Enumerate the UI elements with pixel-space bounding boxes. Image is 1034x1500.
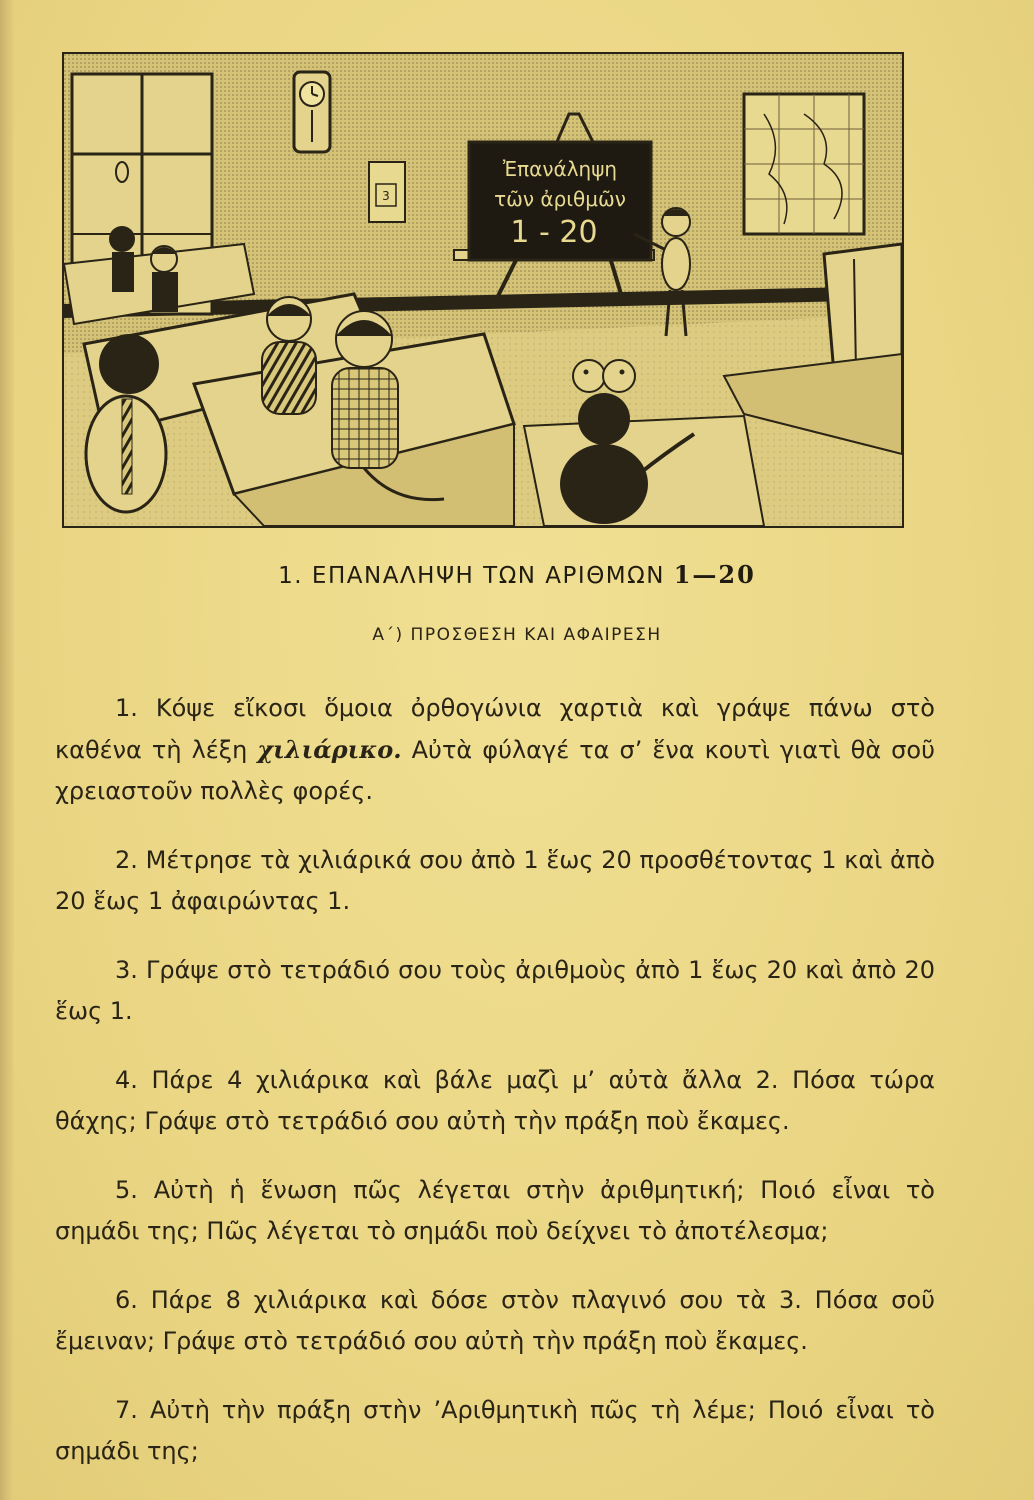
- exercise-3: [55, 950, 935, 1032]
- exercise-4: [55, 1060, 935, 1142]
- classroom-illustration: [62, 52, 904, 528]
- exercise-text: Μέτρησε τὰ χιλιάρικά σου ἀπὸ 1 ἕως 20 προσθέτοντας 1 καὶ ἀπὸ 20 ἕως 1 ἀφαιρώντας 1.: [55, 846, 936, 915]
- exercise-number: 7.: [115, 1396, 138, 1424]
- title-number: 1.: [278, 563, 304, 589]
- exercise-text: Αὐτὰ φύλαγέ τα σ’ ἕνα κουτὶ γιατὶ θὰ σοῦ χρειαστοῦν πολλὲς φορές.: [55, 736, 935, 805]
- exercise-emphasis: χιλιάρικο.: [257, 735, 402, 764]
- title-text: ΕΠΑΝΑΛΗΨΗ ΤΩΝ ΑΡΙΘΜΩΝ: [311, 563, 665, 589]
- page-spine-shadow: [0, 0, 14, 1500]
- exercise-2: [55, 840, 935, 922]
- exercise-7: [55, 1390, 935, 1472]
- exercise-text: Αὐτὴ τὴν πράξη στὴν ’Αριθμητικὴ πῶς τὴ λέμε; Ποιό εἶναι τὸ σημάδι της;: [55, 1396, 935, 1465]
- exercise-1: [55, 688, 935, 812]
- blackboard-line-1: Ἐπανάληψη: [502, 157, 618, 181]
- student-striped: [262, 297, 316, 414]
- exercise-text: Γράψε στὸ τετράδιό σου τοὺς ἀριθμοὺς ἀπὸ 1 ἕως 20 καὶ ἀπὸ 20 ἕως 1.: [55, 956, 935, 1025]
- wall-calendar: [369, 162, 405, 222]
- exercise-number: 3.: [115, 956, 138, 984]
- exercise-number: 6.: [115, 1286, 138, 1314]
- exercise-number: 2.: [115, 846, 138, 874]
- blackboard-line-3: 1 - 20: [510, 215, 598, 250]
- exercise-number: 1.: [115, 694, 138, 722]
- blackboard-line-2: τῶν ἀριθμῶν: [494, 187, 626, 211]
- exercise-text: Κόψε εἴκοσι ὅμοια ὀρθογώνια χαρτιὰ καὶ γράψε πάνω στὸ καθένα τὴ λέξη: [55, 694, 935, 764]
- exercise-6: [55, 1280, 935, 1362]
- exercise-number: 5.: [115, 1176, 138, 1204]
- wall-map: [744, 94, 864, 234]
- exercise-5: [55, 1170, 935, 1252]
- exercise-text: Αὐτὴ ἡ ἕνωση πῶς λέγεται στὴν ἀριθμητική; Ποιό εἶναι τὸ σημάδι της; Πῶς λέγεται τὸ σημάδι ποὺ δείχνει τὸ ἀποτέλεσμα;: [55, 1176, 935, 1245]
- exercise-list: [55, 688, 935, 1500]
- title-range: 1—20: [673, 560, 756, 589]
- exercise-text: Πάρε 4 χιλιάρικα καὶ βάλε μαζὶ μ’ αὐτὰ ἄλλα 2. Πόσα τώρα θάχης; Γράψε στὸ τετράδιό σου αὐτὴ τὴν πράξη ποὺ ἔκαμες.: [55, 1066, 935, 1135]
- exercise-number: 4.: [115, 1066, 138, 1094]
- exercise-text: Πάρε 8 χιλιάρικα καὶ δόσε στὸν πλαγινό σου τὰ 3. Πόσα σοῦ ἔμειναν; Γράψε στὸ τετράδιό σου αὐτὴ τὴν πράξη ποὺ ἔκαμες.: [55, 1286, 935, 1355]
- svg-text:3: 3: [382, 189, 390, 203]
- wall-clock: [294, 72, 330, 152]
- classroom-drawing: [64, 54, 902, 526]
- section-subtitle: Α΄) ΠΡΟΣΘΕΣΗ ΚΑΙ ΑΦΑΙΡΕΣΗ: [372, 625, 662, 645]
- page-title: [0, 560, 1034, 589]
